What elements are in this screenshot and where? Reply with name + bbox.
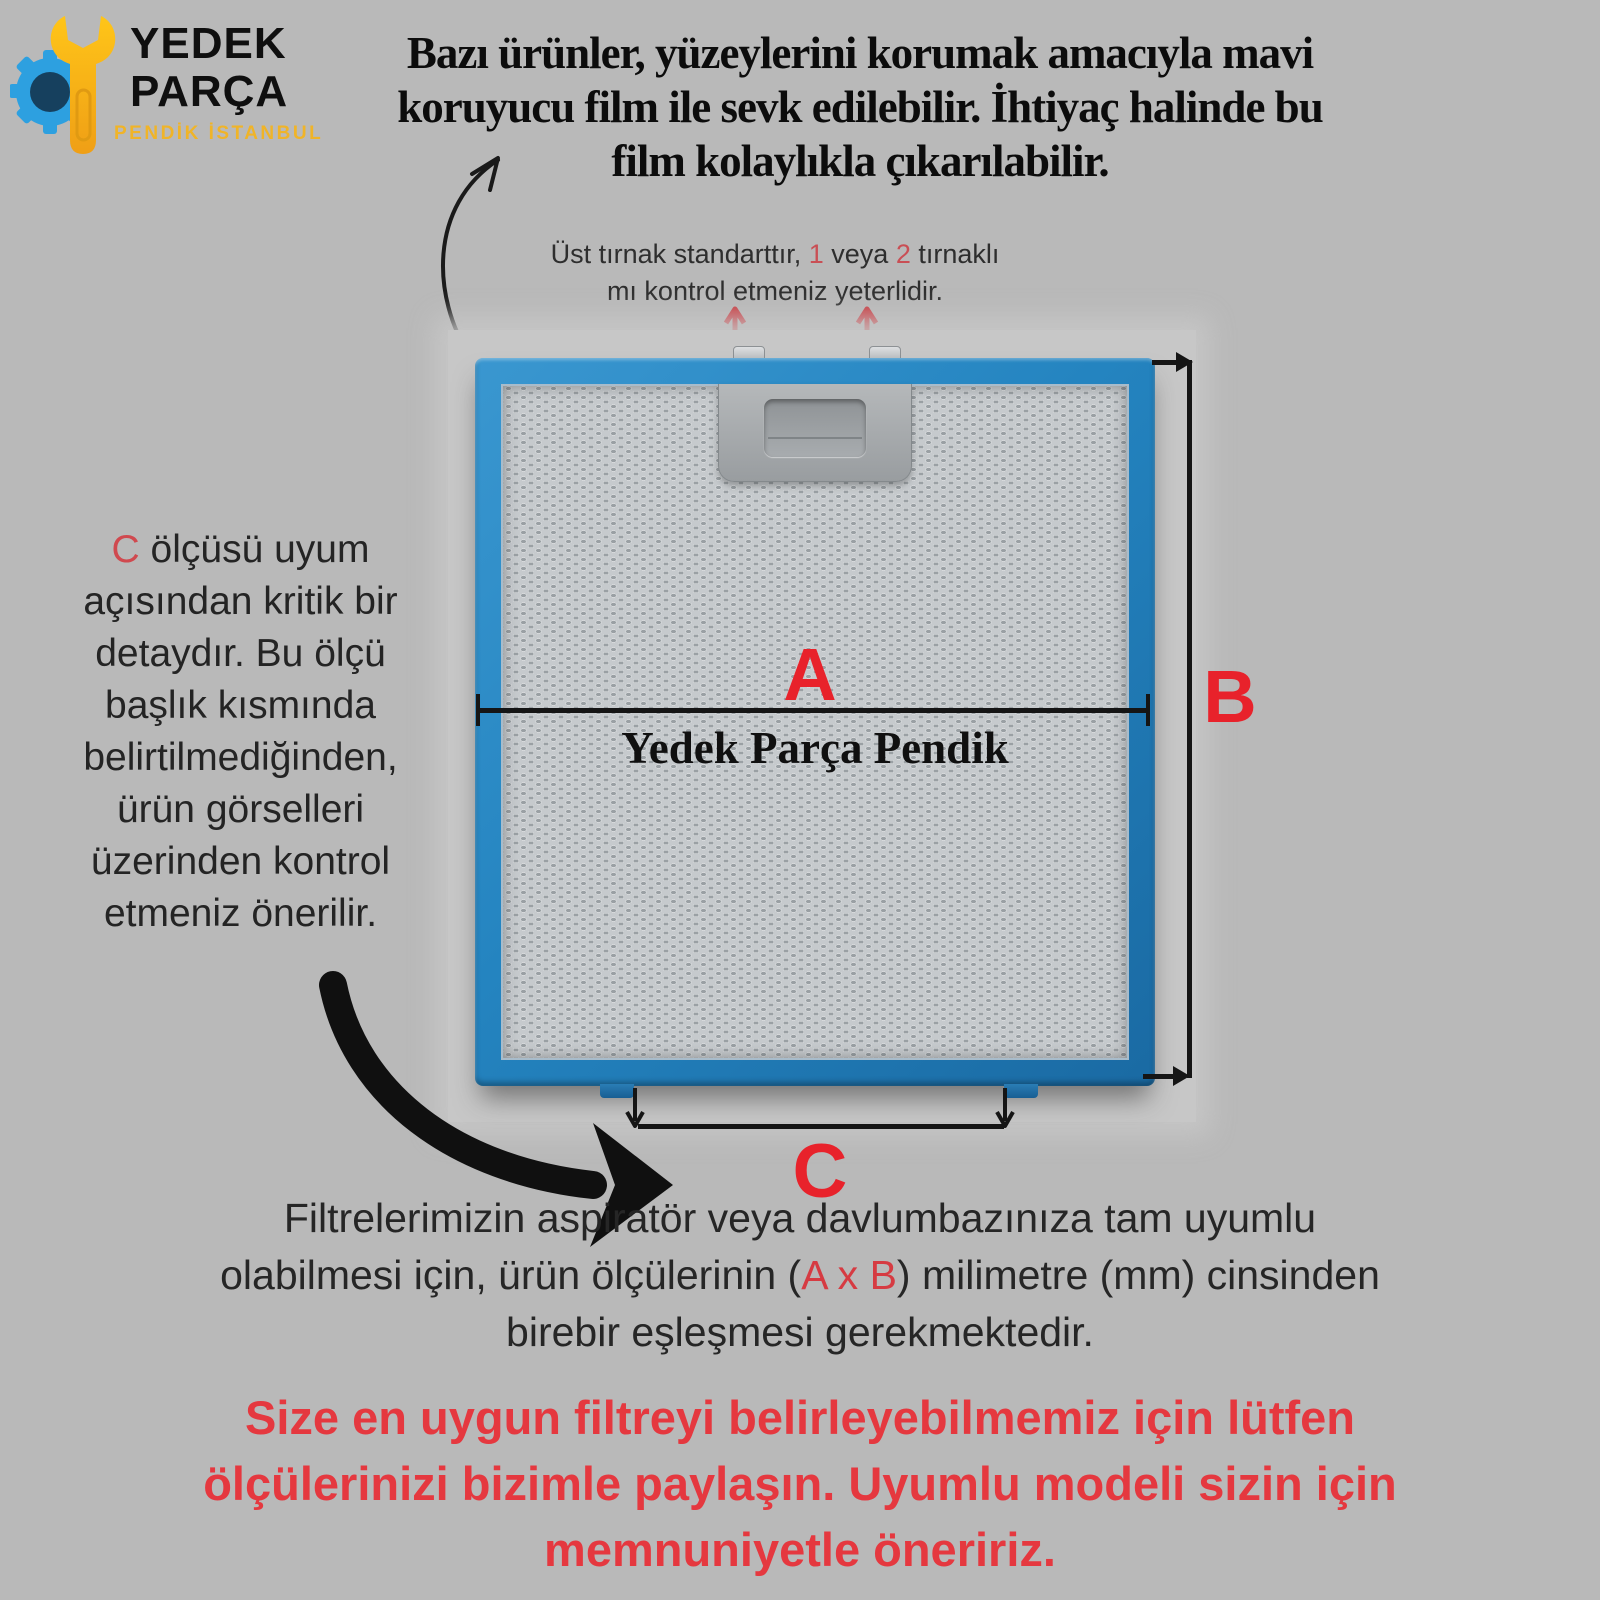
dimension-label-a: A: [783, 633, 837, 716]
c-highlight: C: [111, 528, 140, 571]
dimension-label-c: C: [792, 1129, 848, 1214]
note-line: [18, 524, 463, 576]
dimension-b-arrowhead-bottom: [1173, 1066, 1190, 1086]
note-line: başlık kısmında: [105, 684, 376, 727]
handle-recess-line: [768, 437, 862, 439]
tab-note-text: veya: [823, 239, 896, 269]
note-line: [60, 1247, 1540, 1304]
note-line: ürün görselleri: [116, 788, 365, 831]
note-line: Bazı ürünler, yüzeylerini korumak amacıyla mavi: [406, 28, 1314, 78]
cta-note: [50, 1385, 1550, 1583]
note-line: Filtrelerimizin aspiratör veya davlumbazınıza tam uyumlu: [283, 1195, 1317, 1241]
filter-handle: [718, 384, 912, 482]
dimension-b-leader-top: [1152, 360, 1178, 365]
filter-watermark: Yedek Parça Pendik: [621, 723, 1009, 773]
c-dimension-note: [18, 524, 463, 940]
cta-line: memnuniyetle öneririz.: [544, 1523, 1056, 1576]
dimension-label-b: B: [1203, 655, 1257, 738]
axb-highlight: A x B: [801, 1252, 897, 1298]
note-text: olabilmesi için, ürün ölçülerinin (: [220, 1252, 802, 1298]
down-arrow-icon: [994, 1086, 1016, 1128]
fit-requirement-note: [60, 1190, 1540, 1361]
note-line: detaydır. Bu ölçü: [95, 632, 386, 675]
note-line: koruyucu film ile sevk edilebilir. İhtiyaç halinde bu: [397, 82, 1323, 132]
cta-line: Size en uygun filtreyi belirleyebilmemiz için lütfen: [245, 1391, 1355, 1444]
logo-title-line1: YEDEK: [130, 19, 287, 68]
note-line: film kolaylıkla çıkarılabilir.: [611, 136, 1109, 186]
logo-emblem: [10, 12, 128, 160]
tab-note-number-1: 1: [808, 239, 824, 269]
note-text: ölçüsü uyum: [139, 528, 370, 571]
logo-subtitle: PENDİK İSTANBUL: [114, 123, 324, 144]
tab-note-line2: mı kontrol etmeniz yeterlidir.: [606, 276, 944, 306]
logo-title-line2: PARÇA: [130, 67, 289, 116]
tab-note-line1: [455, 236, 1095, 273]
filter-handle-recess: [764, 399, 866, 457]
note-line: üzerinden kontrol: [90, 840, 391, 883]
tab-note-number-2: 2: [895, 239, 911, 269]
note-line: açısından kritik bir: [83, 580, 398, 623]
note-line: etmeniz önerilir.: [103, 892, 378, 935]
cta-line: ölçülerinizi bizimle paylaşın. Uyumlu modeli sizin için: [203, 1457, 1397, 1510]
note-line: birebir eşleşmesi gerekmektedir.: [506, 1309, 1094, 1355]
note-line: belirtilmediğinden,: [83, 736, 398, 779]
tab-note-text: Üst tırnak standarttır,: [550, 239, 809, 269]
tab-note-text: tırnaklı: [910, 239, 1000, 269]
dimension-b-leader-bottom: [1143, 1074, 1177, 1079]
tab-note: [455, 236, 1095, 310]
note-text: ) milimetre (mm) cinsinden: [896, 1252, 1380, 1298]
